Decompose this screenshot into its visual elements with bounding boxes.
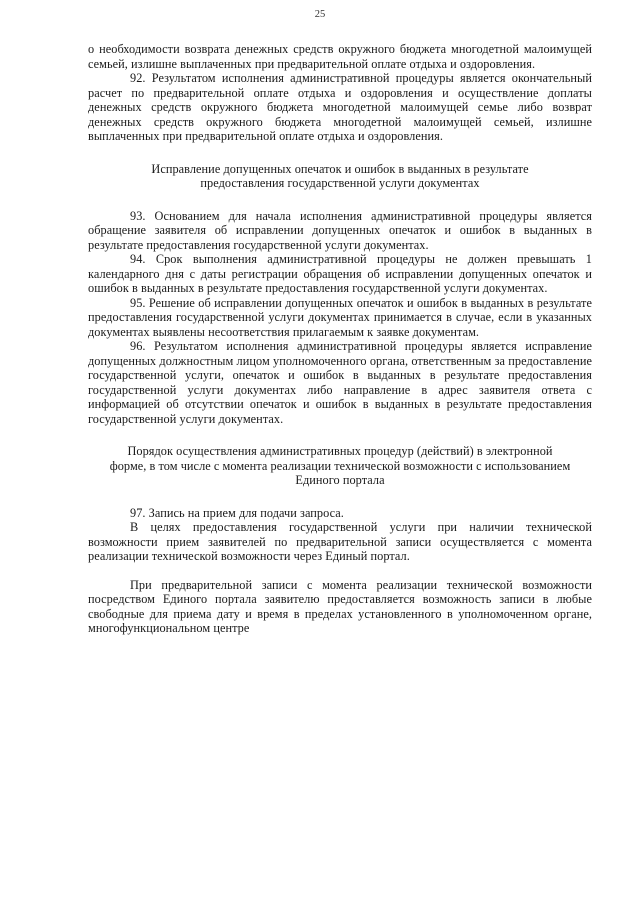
paragraph-97-b: При предварительной записи с момента реализации технической возможности посредством Единого портала заявителю предоставляется возможность записи в любые свободные для приема дату и время в пределах установленного в уполномоченном органе, многофункциональном центре [88, 577, 592, 635]
section-heading-electronic: Порядок осуществления административных процедур (действий) в электронной форме, в том числе с момента реализации технической возможности с использованием Единого портала [109, 444, 571, 487]
document-body [88, 42, 592, 636]
paragraph-96: 96. Результатом исполнения административной процедуры является исправление допущенных должностным лицом уполномоченного органа, ответственным за предоставление государственной услуги, опечаток и ошибок в выданных в результате предоставления государственной услуги документах либо направление в адрес заявителя ответа с информацией об отсутствии опечаток и ошибок в выданных в результате предоставления государственной услуги документах. [88, 339, 592, 426]
section-heading-errors: Исправление допущенных опечаток и ошибок в выданных в результате предоставления государственной услуги документах [151, 161, 529, 190]
page-number: 25 [314, 9, 326, 20]
paragraph-93: 93. Основанием для начала исполнения административной процедуры является обращение заявителя об исправлении допущенных опечаток и ошибок в выданных в результате предоставления государственной услуги документах. [88, 208, 592, 252]
paragraph-97-a: В целях предоставления государственной услуги при наличии технической возможности прием заявителей по предварительной записи осуществляется с момента реализации технической возможности через Единый портал. [88, 520, 592, 563]
paragraph-continuation: о необходимости возврата денежных средств окружного бюджета многодетной малоимущей семьей, излишне выплаченных при предварительной оплате отдыха и оздоровления. [88, 42, 592, 71]
paragraph-92: 92. Результатом исполнения административной процедуры является окончательный расчет по предварительной оплате отдыха и оздоровления и осуществление доплаты денежных средств окружного бюджета многодетной малоимущей семье либо возврат денежных средств окружного бюджета многодетной малоимущей семьей, излишне выплаченных при предварительной оплате отдыха и оздоровления. [88, 71, 592, 143]
paragraph-95: 95. Решение об исправлении допущенных опечаток и ошибок в выданных в результате предоставления государственной услуги документах принимается в случае, если в указанных документах выявлены несоответствия прилагаемым к заявке документам. [88, 295, 592, 339]
paragraph-94: 94. Срок выполнения административной процедуры не должен превышать 1 календарного дня с даты регистрации обращения об исправлении допущенных опечаток и ошибок в выданных в результате предоставления государственной услуги документах. [88, 252, 592, 295]
paragraph-97: 97. Запись на прием для подачи запроса. [130, 505, 344, 520]
